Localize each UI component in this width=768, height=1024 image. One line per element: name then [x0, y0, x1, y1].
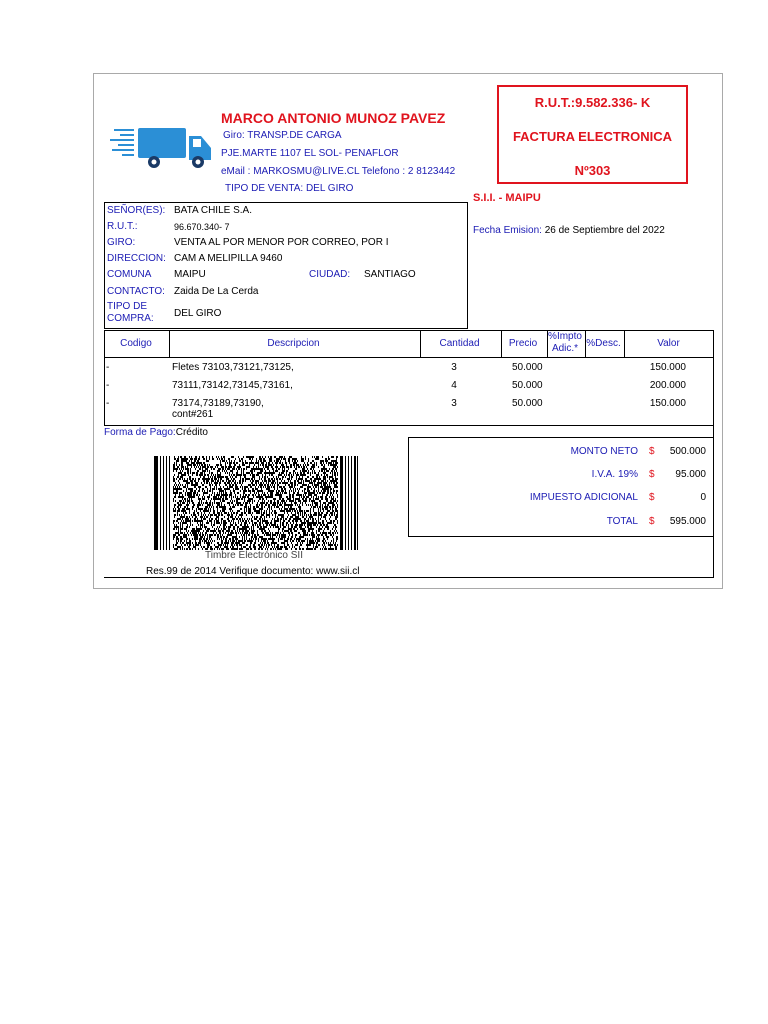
client-senores-label: SEÑOR(ES):	[107, 205, 166, 216]
currency-symbol: $	[649, 446, 655, 457]
resolution-note: Res.99 de 2014 Verifique documento: www.sii.cl	[146, 566, 360, 577]
client-tipo-compra: DEL GIRO	[174, 308, 222, 319]
header-codigo: Codigo	[120, 338, 152, 349]
timbre-caption: Timbre Electrónico SII	[205, 550, 303, 561]
total-label-iva: I.V.A. 19%	[591, 469, 638, 480]
header-precio: Precio	[508, 338, 538, 349]
header-descripcion: Descripcion	[267, 338, 320, 349]
table-row-valor: 200.000	[649, 380, 686, 391]
client-giro: VENTA AL POR MENOR POR CORREO, POR I	[174, 237, 389, 248]
client-tipo-label-2: COMPRA:	[107, 313, 154, 324]
table-row-valor: 150.000	[649, 398, 686, 409]
header-impto-1: %Impto	[548, 331, 582, 342]
payment-label: Forma de Pago:	[104, 427, 176, 438]
table-row-codigo: -	[106, 380, 110, 391]
currency-symbol: $	[649, 469, 655, 480]
client-comuna: MAIPU	[174, 269, 206, 280]
document-number: Nº303	[574, 163, 611, 178]
issue-date	[473, 225, 665, 236]
table-row-cantidad: 3	[451, 362, 457, 373]
total-value-impuesto: 0	[700, 492, 706, 503]
client-rut-label: R.U.T.:	[107, 221, 138, 232]
issuer-giro: Giro: TRANSP.DE CARGA	[223, 130, 342, 141]
total-label-neto: MONTO NETO	[570, 446, 638, 457]
client-rut: 96.670.340- 7	[174, 222, 230, 232]
currency-symbol: $	[649, 516, 655, 527]
delivery-truck-icon	[110, 124, 214, 172]
total-value-total: 595.000	[669, 516, 706, 527]
table-row-precio: 50.000	[512, 398, 543, 409]
sii-office: S.I.I. - MAIPU	[473, 192, 541, 204]
client-giro-label: GIRO:	[107, 237, 136, 248]
total-value-iva: 95.000	[675, 469, 706, 480]
table-row-valor: 150.000	[649, 362, 686, 373]
table-row-codigo: -	[106, 398, 110, 409]
issuer-contact: eMail : MARKOSMU@LIVE.CL Telefono : 2 8123442	[221, 166, 456, 177]
table-row-descripcion: 73111,73142,73145,73161,	[172, 380, 293, 391]
document-type: FACTURA ELECTRONICA	[512, 129, 673, 144]
table-header-divider	[105, 357, 713, 358]
total-value-neto: 500.000	[669, 446, 706, 457]
pdf417-barcode-icon	[154, 456, 358, 550]
issue-date-value: 26 de Septiembre del 2022	[544, 225, 665, 236]
table-row-descripcion: Fletes 73103,73121,73125,	[172, 362, 294, 373]
total-label-total: TOTAL	[606, 516, 638, 527]
table-row-cantidad: 3	[451, 398, 457, 409]
issuer-name: MARCO ANTONIO MUNOZ PAVEZ	[221, 110, 446, 126]
issuer-sale-type: TIPO DE VENTA: DEL GIRO	[225, 183, 354, 194]
client-ciudad: SANTIAGO	[364, 269, 416, 280]
client-comuna-label: COMUNA	[107, 269, 152, 280]
table-row-precio: 50.000	[512, 380, 543, 391]
document-id-box	[497, 85, 688, 184]
table-row-codigo: -	[106, 362, 110, 373]
client-direccion: CAM A MELIPILLA 9460	[174, 253, 283, 264]
issuer-address: PJE.MARTE 1107 EL SOL- PENAFLOR	[221, 148, 399, 159]
issue-date-label: Fecha Emision:	[473, 225, 542, 236]
table-row-precio: 50.000	[512, 362, 543, 373]
client-contacto-label: CONTACTO:	[107, 286, 165, 297]
table-row-descripcion-cont: cont#261	[172, 409, 214, 420]
header-valor: Valor	[657, 338, 680, 349]
client-direccion-label: DIRECCION:	[107, 253, 166, 264]
table-row-cantidad: 4	[451, 380, 457, 391]
header-impto-2: Adic.*	[551, 343, 579, 354]
document-rut: R.U.T.:9.582.336- K	[534, 95, 651, 110]
client-ciudad-label: CIUDAD:	[309, 269, 351, 280]
client-senores: BATA CHILE S.A.	[174, 205, 252, 216]
total-label-impuesto: IMPUESTO ADICIONAL	[529, 492, 638, 503]
payment-value: Crédito	[175, 427, 208, 438]
client-tipo-label-1: TIPO DE	[107, 301, 148, 312]
currency-symbol: $	[649, 492, 655, 503]
header-desc: %Desc.	[586, 338, 621, 349]
header-cantidad: Cantidad	[439, 338, 480, 349]
client-contacto: Zaida De La Cerda	[174, 286, 259, 297]
client-box	[104, 202, 468, 329]
table-row-descripcion: 73174,73189,73190,	[172, 398, 264, 409]
